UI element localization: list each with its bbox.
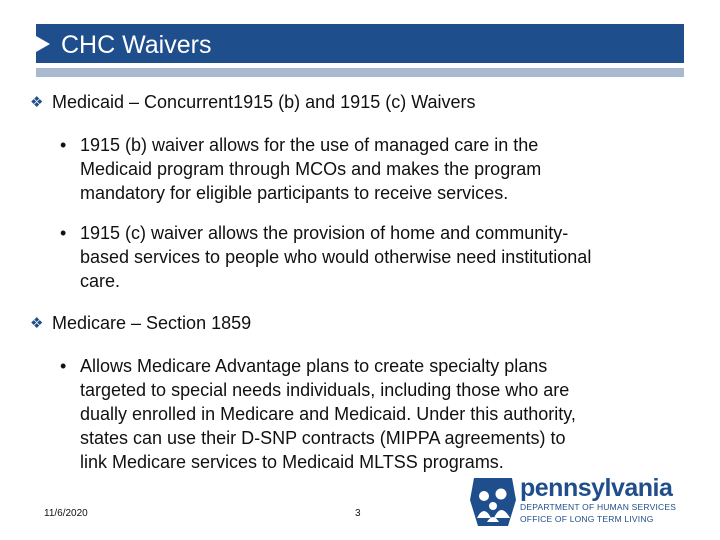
title-arrow-icon — [36, 36, 50, 52]
section-heading-medicaid — [30, 92, 476, 113]
logo-department: DEPARTMENT OF HUMAN SERVICES — [520, 502, 677, 512]
item-line: based services to people who would otherwise need institutional — [80, 247, 592, 267]
logo-wordmark: pennsylvania — [520, 474, 673, 502]
item-line: 1915 (c) waiver allows the provision of home and community- — [80, 223, 569, 243]
logo-office: OFFICE OF LONG TERM LIVING — [520, 514, 654, 524]
item-line: link Medicare services to Medicaid MLTSS programs. — [80, 452, 504, 472]
item-line: mandatory for eligible participants to receive services. — [80, 183, 509, 203]
item-line: Medicaid program through MCOs and makes the program — [80, 159, 542, 179]
list-item — [60, 133, 660, 205]
keystone-family-icon — [468, 474, 518, 528]
item-line: targeted to special needs individuals, including those who are — [80, 380, 570, 400]
item-line: Allows Medicare Advantage plans to create specialty plans — [80, 356, 548, 376]
item-line: 1915 (b) waiver allows for the use of managed care in the — [80, 135, 539, 155]
section-heading-medicare — [30, 313, 251, 334]
diamond-bullet-icon: ❖ — [30, 94, 44, 111]
item-line: states can use their D-SNP contracts (MIPPA agreements) to — [80, 428, 566, 448]
bullet-dot-icon: • — [60, 356, 67, 376]
bullet-dot-icon: • — [60, 135, 67, 155]
section-heading-text: Medicare – Section 1859 — [52, 313, 252, 333]
item-line: dually enrolled in Medicare and Medicaid. Under this authority, — [80, 404, 576, 424]
section-heading-text: Medicaid – Concurrent1915 (b) and 1915 (c) Waivers — [52, 92, 476, 112]
footer-date: 11/6/2020 — [44, 508, 88, 519]
diamond-bullet-icon: ❖ — [30, 315, 44, 332]
slide-title: CHC Waivers — [61, 31, 212, 59]
bullet-dot-icon: • — [60, 223, 67, 243]
page-number: 3 — [355, 508, 361, 519]
item-line: care. — [80, 271, 121, 291]
list-item — [60, 354, 660, 474]
list-item — [60, 221, 660, 293]
title-underline — [36, 68, 684, 77]
pennsylvania-logo — [468, 474, 690, 530]
